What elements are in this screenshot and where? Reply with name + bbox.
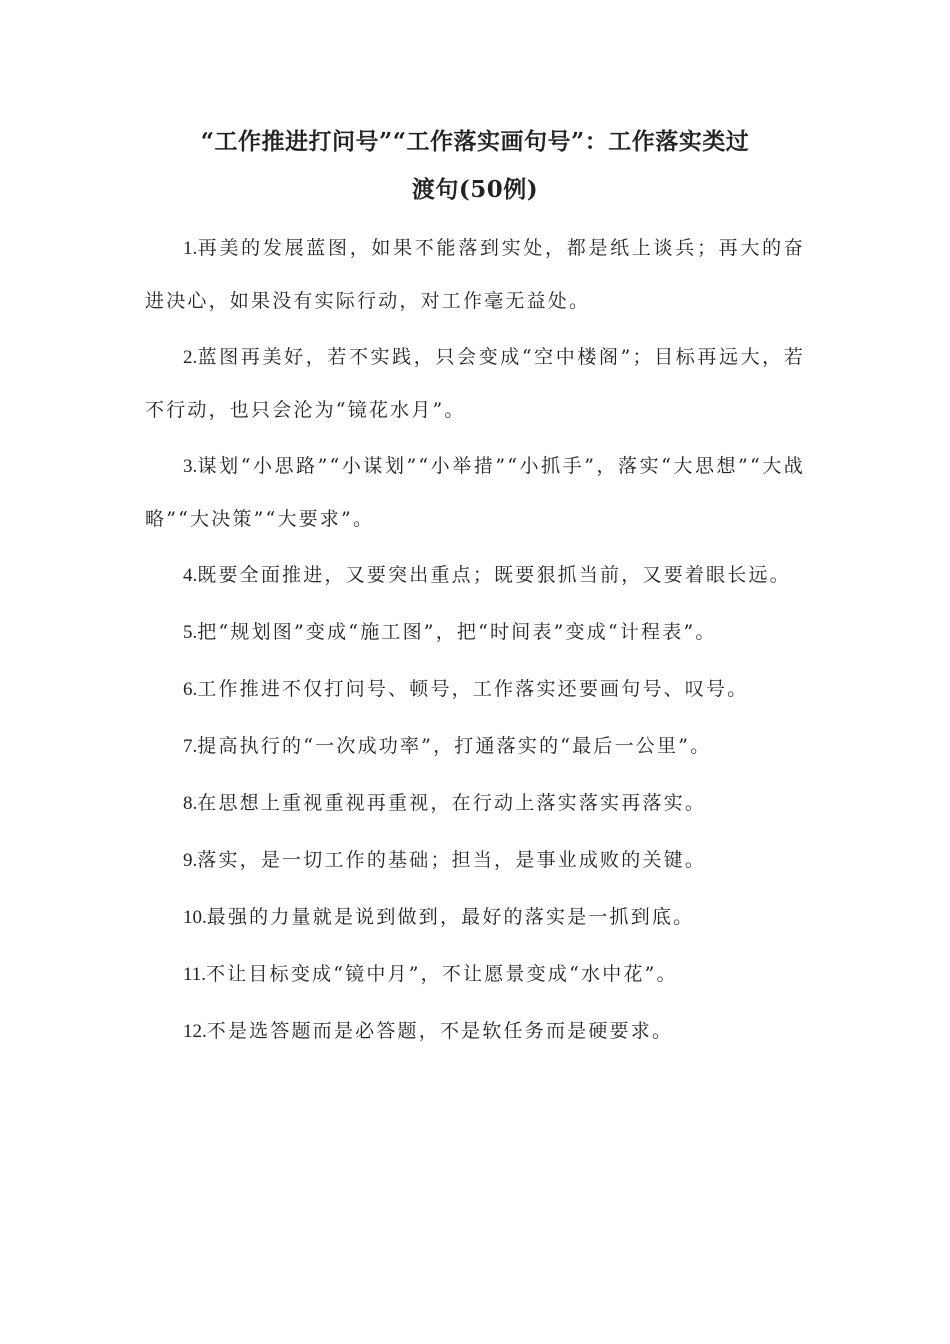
item-text: 落实，是一切工作的基础；担当，是事业成败的关键。: [197, 849, 707, 871]
item-text: 提高执行的“一次成功率”，打通落实的“最后一公里”。: [197, 735, 712, 757]
item-number: 9.: [183, 850, 198, 871]
item-text: 既要全面推进，又要突出重点；既要狠抓当前，又要着眼长远。: [197, 564, 791, 586]
item-number: 10.: [183, 907, 207, 928]
list-item: [145, 891, 805, 944]
item-number: 2.: [183, 347, 198, 368]
item-number: 6.: [183, 679, 198, 700]
item-list: [145, 222, 805, 1058]
item-text: 蓝图再美好，若不实践，只会变成“空中楼阁”；目标再远大，若不行动，也只会沦为“镜花水月”。: [145, 346, 805, 421]
item-number: 12.: [183, 1021, 207, 1042]
item-text: 谋划“小思路”“小谋划”“小举措”“小抓手”，落实“大思想”“大战略”“大决策”“大要求”。: [145, 455, 805, 530]
item-number: 1.: [183, 238, 198, 259]
list-item: [145, 834, 805, 887]
item-text: 把“规划图”变成“施工图”，把“时间表”变成“计程表”。: [197, 621, 717, 643]
list-item: [145, 1005, 805, 1058]
title-line-1: “工作推进打问号”“工作落实画句号”：工作落实类过: [200, 128, 750, 155]
list-item: [145, 549, 805, 602]
list-item: [145, 720, 805, 773]
document-title: [145, 118, 805, 214]
item-number: 5.: [183, 622, 198, 643]
document-page: [145, 118, 805, 1062]
item-number: 11.: [183, 964, 207, 985]
item-text: 工作推进不仅打问号、顿号，工作落实还要画句号、叹号。: [197, 678, 749, 700]
item-text: 不让目标变成“镜中月”，不让愿景变成“水中花”。: [206, 963, 678, 985]
item-text: 最强的力量就是说到做到，最好的落实是一抓到底。: [206, 906, 695, 928]
list-item: [145, 663, 805, 716]
item-number: 3.: [183, 456, 198, 477]
title-line-2: 渡句(50例): [411, 176, 539, 203]
item-text: 在思想上重视重视再重视，在行动上落实落实再落实。: [197, 792, 707, 814]
item-text: 不是选答题而是必答题，不是软任务而是硬要求。: [206, 1020, 674, 1042]
list-item: [145, 222, 805, 327]
item-number: 8.: [183, 793, 198, 814]
list-item: [145, 948, 805, 1001]
list-item: [145, 440, 805, 545]
list-item: [145, 606, 805, 659]
item-text: 再美的发展蓝图，如果不能落到实处，都是纸上谈兵；再大的奋进决心，如果没有实际行动，对工作毫无益处。: [145, 237, 805, 312]
item-number: 7.: [183, 736, 198, 757]
list-item: [145, 777, 805, 830]
list-item: [145, 331, 805, 436]
item-number: 4.: [183, 565, 198, 586]
